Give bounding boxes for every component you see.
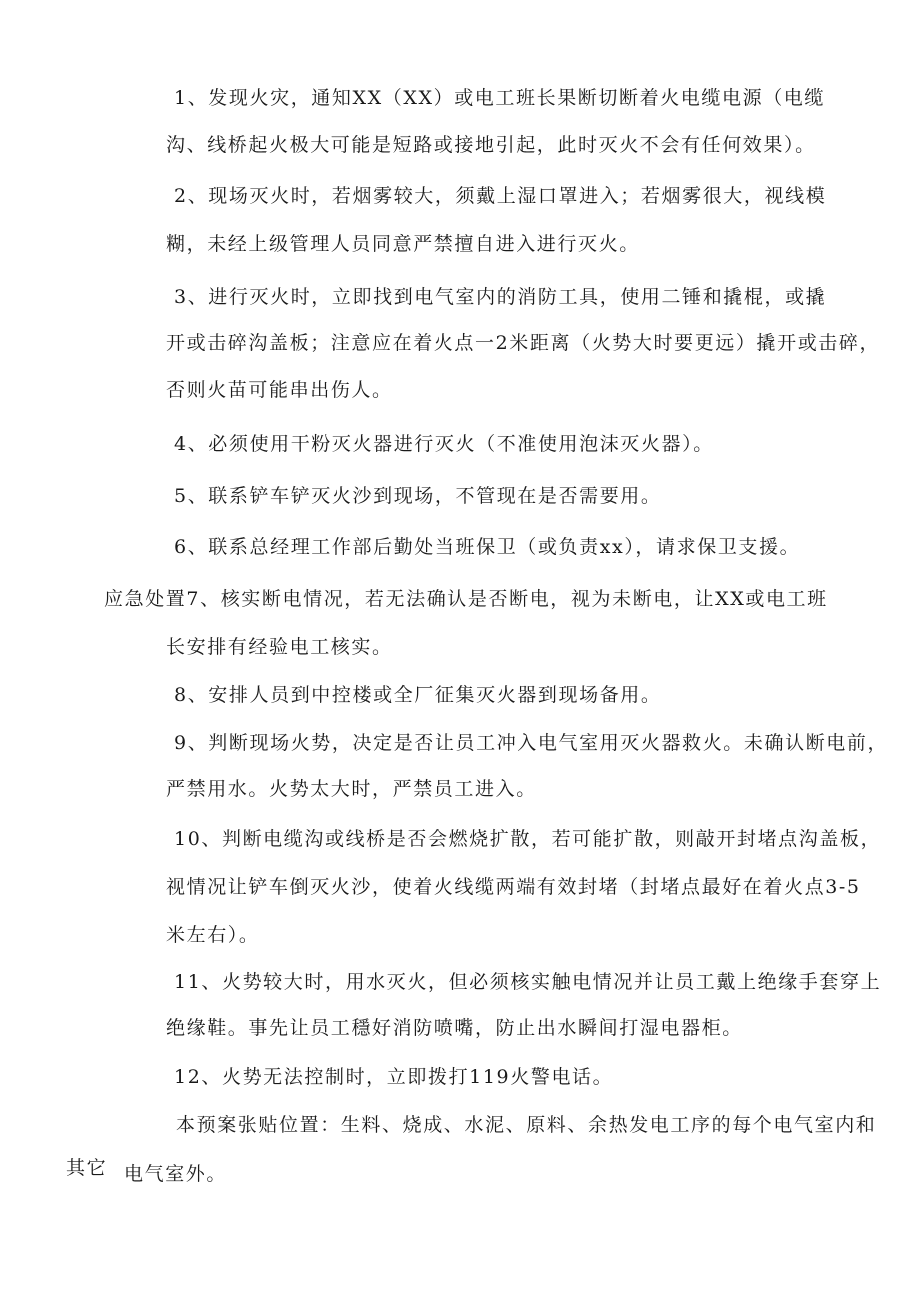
posting-location-side-label: 其它 [66, 1157, 108, 1179]
item-1-line-2: 沟、线桥起火极大可能是短路或接地引起，此时灭火不会有任何效果）。 [166, 134, 816, 156]
item-10-line-2: 视情况让铲车倒灭火沙，使着火线缆两端有效封堵（封堵点最好在着火点3-5 [166, 876, 861, 898]
item-3-line-2: 开或击碎沟盖板；注意应在着火点一2米距离（火势大时要更远）撬开或击碎， [166, 332, 881, 354]
posting-location-line-2: 电气室外。 [124, 1163, 228, 1185]
item-5-line-1: 5、联系铲车铲灭火沙到现场，不管现在是否需要用。 [174, 485, 662, 507]
item-11-line-1: 11、火势较大时，用水灭火，但必须核实触电情况并让员工戴上绝缘手套穿上 [174, 971, 882, 993]
item-7-line-1: 应急处置7、核实断电情况，若无法确认是否断电，视为未断电，让XX或电工班 [104, 588, 828, 610]
item-2-line-2: 糊，未经上级管理人员同意严禁擅自进入进行灭火。 [166, 233, 640, 255]
item-3-line-1: 3、进行灭火时，立即找到电气室内的消防工具，使用二锤和撬棍，或撬 [174, 286, 827, 308]
item-9-line-1: 9、判断现场火势，决定是否让员工冲入电气室用灭火器救火。未确认断电前， [174, 732, 889, 754]
posting-location-line-1: 本预案张贴位置：生料、烧成、水泥、原料、余热发电工序的每个电气室内和 [176, 1114, 877, 1136]
item-3-line-3: 否则火苗可能串出伤人。 [166, 379, 393, 401]
item-10-line-1: 10、判断电缆沟或线桥是否会燃烧扩散，若可能扩散，则敲开封堵点沟盖板， [174, 828, 882, 850]
item-2-line-1: 2、现场灭火时，若烟雾较大，须戴上湿口罩进入；若烟雾很大，视线模 [174, 185, 827, 207]
item-11-line-2: 绝缘鞋。事先让员工穩好消防喷嘴，防止出水瞬间打湿电器柜。 [166, 1017, 743, 1039]
item-1-line-1: 1、发现火灾，通知XX（XX）或电工班长果断切断着火电缆电源（电缆 [174, 87, 825, 109]
item-4-line-1: 4、必须使用干粉灭火器进行灭火（不准使用泡沫灭火器）。 [174, 433, 714, 455]
item-9-line-2: 严禁用水。火势太大时，严禁员工进入。 [166, 778, 537, 800]
item-6-line-1: 6、联系总经理工作部后勤处当班保卫（或负责xx），请求保卫支援。 [174, 536, 801, 558]
item-8-line-1: 8、安排人员到中控楼或全厂征集灭火器到现场备用。 [174, 684, 662, 706]
item-12-line-1: 12、火势无法控制时，立即拨打119火警电话。 [174, 1066, 614, 1088]
item-10-line-3: 米左右）。 [166, 924, 260, 946]
item-7-line-2: 长安排有经验电工核实。 [166, 636, 393, 658]
